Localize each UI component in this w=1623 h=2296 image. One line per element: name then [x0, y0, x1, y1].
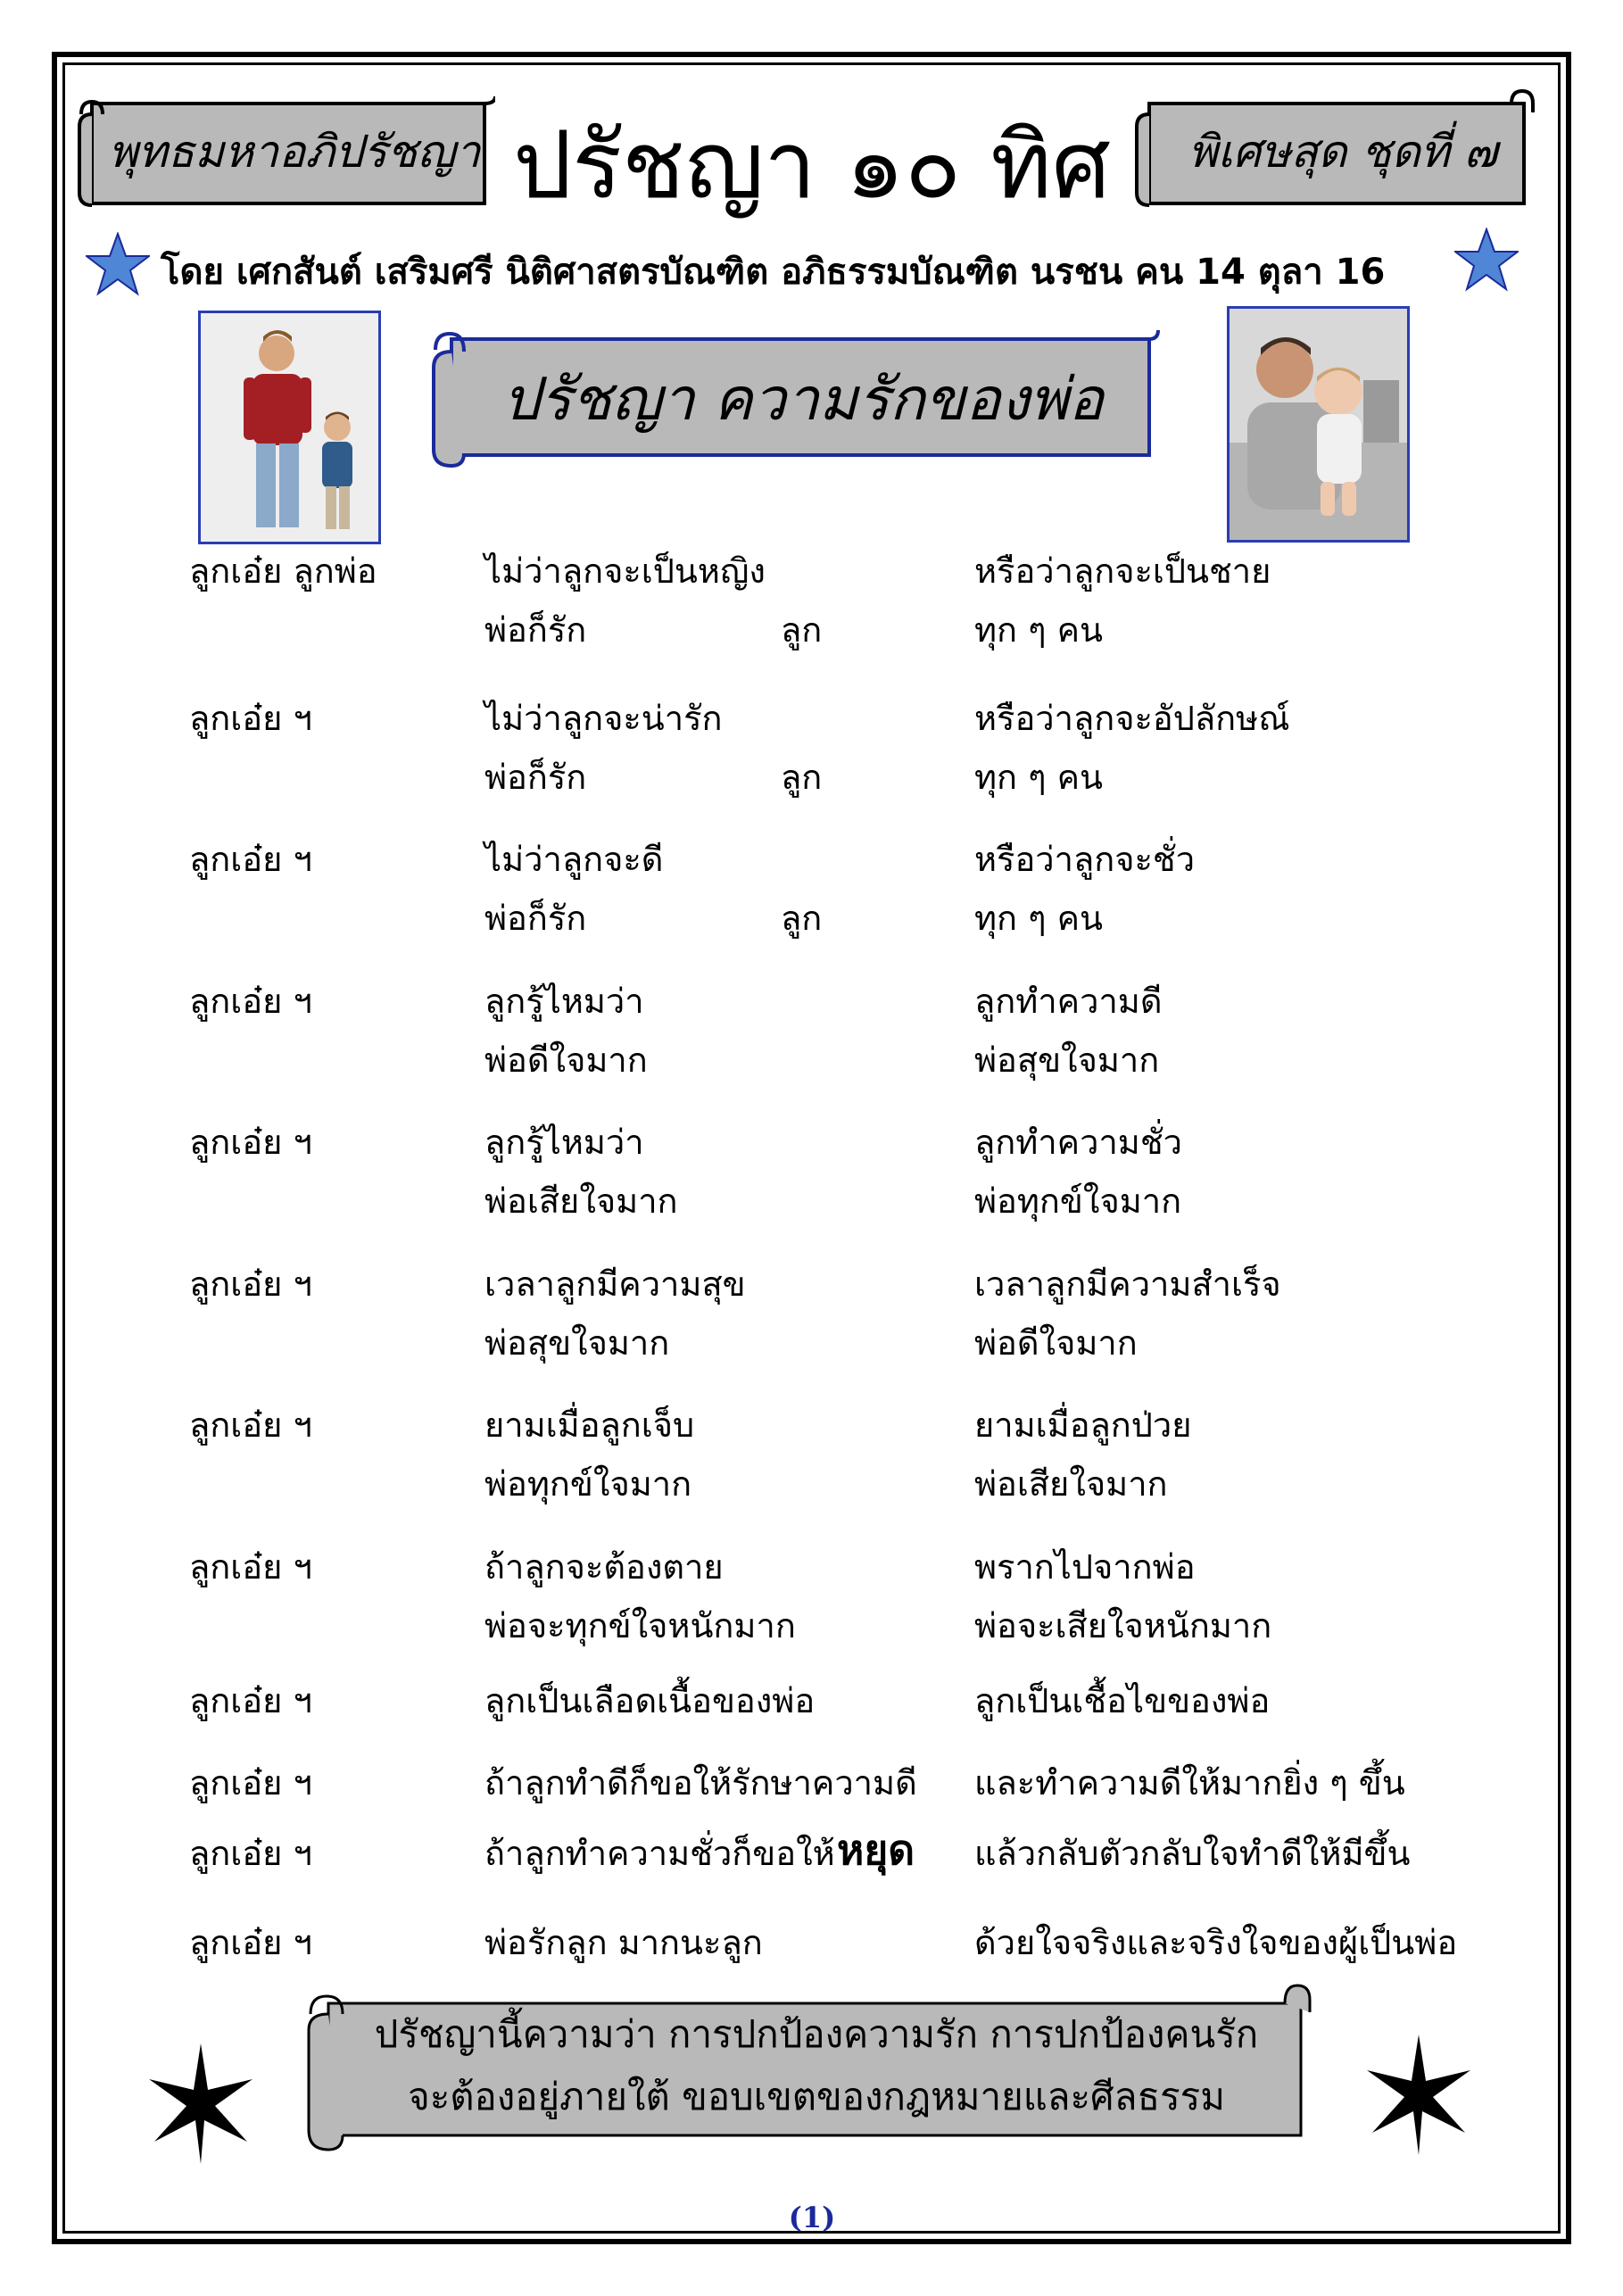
verse-row — [0, 1033, 1623, 1087]
verse-c2: ลูกรู้ไหมว่า — [484, 1123, 644, 1162]
verse-c4: แล้วกลับตัวกลับใจทำดีให้มีขึ้น — [974, 1834, 1411, 1873]
father-son-photo — [198, 311, 381, 544]
verse-row — [0, 1599, 1623, 1653]
header-left-label: พุทธมหาอภิปรัชญา — [108, 125, 481, 178]
verse-c2: พ่อจะทุกข์ใจหนักมาก — [484, 1606, 796, 1645]
verse-c2: พ่อสุขใจมาก — [484, 1323, 670, 1363]
verse-row — [0, 974, 1623, 1028]
verse-c3: ลูก — [781, 758, 823, 797]
verse-c3: ลูก — [781, 610, 823, 650]
verse-c2: พ่อทุกข์ใจมาก — [484, 1464, 692, 1504]
subtitle-banner — [428, 321, 1160, 477]
verse-c2: พ่อเสียใจมาก — [484, 1181, 678, 1221]
verse-c1: ลูกเอ๋ย ฯ — [189, 1264, 312, 1304]
verse-c4: ทุก ๆ คน — [974, 610, 1104, 650]
verse-c2: พ่อก็รัก — [484, 758, 587, 797]
verse-c2: เวลาลูกมีความสุข — [484, 1264, 746, 1304]
verse-c2: ลูกเป็นเลือดเนื้อของพ่อ — [484, 1681, 816, 1720]
header-left-banner — [76, 89, 495, 214]
verse-c4: พรากไปจากพ่อ — [974, 1547, 1196, 1587]
verse-row — [0, 891, 1623, 945]
verse-c1: ลูกเอ๋ย ลูกพ่อ — [189, 551, 377, 591]
page-number: (1) — [788, 2201, 836, 2234]
verse-c4: และทำความดีให้มากยิ่ง ๆ ขึ้น — [974, 1763, 1405, 1803]
summary-line-2: จะต้องอยู่ภายใต้ ขอบเขตของกฎหมายและศีลธรรม — [408, 2075, 1225, 2118]
verse-c4: พ่อเสียใจมาก — [974, 1464, 1168, 1504]
verse-row — [0, 1257, 1623, 1311]
verse-c1: ลูกเอ๋ย ฯ — [189, 1547, 312, 1587]
blue-star-icon-left — [86, 232, 150, 296]
verse-c4: พ่อจะเสียใจหนักมาก — [974, 1606, 1272, 1645]
verse-row — [0, 1827, 1623, 1880]
verse-row — [0, 1674, 1623, 1728]
verse-c4: หรือว่าลูกจะเป็นชาย — [974, 551, 1271, 591]
header-right-label: พิเศษสุด ชุดที่ ๗ — [1188, 125, 1498, 178]
verse-row — [0, 1756, 1623, 1810]
verse-row — [0, 750, 1623, 804]
summary-line-1: ปรัชญานี้ความว่า การปกป้องความรัก การปกป้องคนรัก — [374, 2012, 1259, 2056]
verse-c2: พ่อรักลูก มากนะลูก — [484, 1923, 763, 1962]
black-star-icon-right — [1365, 2035, 1472, 2155]
verse-c4: เวลาลูกมีความสำเร็จ — [974, 1264, 1281, 1304]
father-baby-illustration — [1230, 309, 1407, 540]
verse-c2: ถ้าลูกทำความชั่วก็ขอให้ — [484, 1834, 835, 1873]
verse-c4: หรือว่าลูกจะอัปลักษณ์ — [974, 699, 1290, 738]
verse-row — [0, 1398, 1623, 1452]
summary-text — [303, 1977, 1321, 2155]
header-right-banner — [1133, 89, 1535, 214]
verse-c4: ทุก ๆ คน — [974, 758, 1104, 797]
verse-c1: ลูกเอ๋ย ฯ — [189, 1834, 312, 1873]
verse-c1: ลูกเอ๋ย ฯ — [189, 699, 312, 738]
subtitle: ปรัชญา ความรักของพ่อ — [502, 365, 1104, 434]
verse-c4: พ่อดีใจมาก — [974, 1323, 1138, 1363]
summary-banner — [303, 1977, 1321, 2155]
verse-c4: พ่อสุขใจมาก — [974, 1040, 1160, 1080]
verse-c1: ลูกเอ๋ย ฯ — [189, 1123, 312, 1162]
verse-c4: ลูกทำความชั่ว — [974, 1123, 1182, 1162]
verse-row — [0, 1174, 1623, 1228]
verse-row — [0, 1457, 1623, 1511]
verse-c1: ลูกเอ๋ย ฯ — [189, 1763, 312, 1803]
verse-c1: ลูกเอ๋ย ฯ — [189, 1405, 312, 1445]
blue-star-icon-right — [1454, 228, 1519, 292]
verse-row — [0, 1316, 1623, 1370]
verse-c1: ลูกเอ๋ย ฯ — [189, 1923, 312, 1962]
author-byline: โดย เศกสันต์ เสริมศรี นิติศาสตรบัณฑิต อภิธรรมบัณฑิต นรชน คน 14 ตุลา 16 — [161, 252, 1386, 293]
verse-c4: พ่อทุกข์ใจมาก — [974, 1181, 1182, 1221]
page-title: ปรัชญา ๑๐ ทิศ — [513, 111, 1111, 220]
verse-c4: ลูกทำความดี — [974, 982, 1163, 1021]
verse-c4: ยามเมื่อลูกป่วย — [974, 1405, 1192, 1445]
verse-c2: ไม่ว่าลูกจะดี — [484, 840, 664, 879]
verse-c1: ลูกเอ๋ย ฯ — [189, 1681, 312, 1720]
verse-c2: ถ้าลูกจะต้องตาย — [484, 1547, 724, 1587]
verse-row — [0, 833, 1623, 886]
father-son-illustration — [201, 313, 378, 542]
verse-c2: พ่อดีใจมาก — [484, 1040, 648, 1080]
verse-c2: พ่อก็รัก — [484, 899, 587, 938]
verse-c1: ลูกเอ๋ย ฯ — [189, 840, 312, 879]
verse-c4: หรือว่าลูกจะชั่ว — [974, 840, 1196, 879]
verse-c1: ลูกเอ๋ย ฯ — [189, 982, 312, 1021]
verse-c4: ทุก ๆ คน — [974, 899, 1104, 938]
verse-c2: ไม่ว่าลูกจะน่ารัก — [484, 699, 723, 738]
verse-c2: ยามเมื่อลูกเจ็บ — [484, 1405, 695, 1445]
verse-c3: ลูก — [781, 899, 823, 938]
verse-c2: พ่อก็รัก — [484, 610, 587, 650]
verse-c2: ไม่ว่าลูกจะเป็นหญิง — [484, 551, 766, 591]
verse-row — [0, 1916, 1623, 1969]
black-star-icon-left — [147, 2043, 254, 2164]
verse-c2: ถ้าลูกทำดีก็ขอให้รักษาความดี — [484, 1763, 917, 1803]
verse-row — [0, 603, 1623, 657]
verse-emphasis: หยุด — [837, 1826, 915, 1874]
verse-row — [0, 692, 1623, 745]
verse-c4: ด้วยใจจริงและจริงใจของผู้เป็นพ่อ — [974, 1923, 1458, 1962]
father-baby-photo — [1227, 306, 1410, 543]
verse-row — [0, 1115, 1623, 1169]
verse-row — [0, 544, 1623, 598]
verse-row — [0, 1540, 1623, 1594]
verse-c4: ลูกเป็นเชื้อไขของพ่อ — [974, 1681, 1271, 1720]
verse-c2: ลูกรู้ไหมว่า — [484, 982, 644, 1021]
